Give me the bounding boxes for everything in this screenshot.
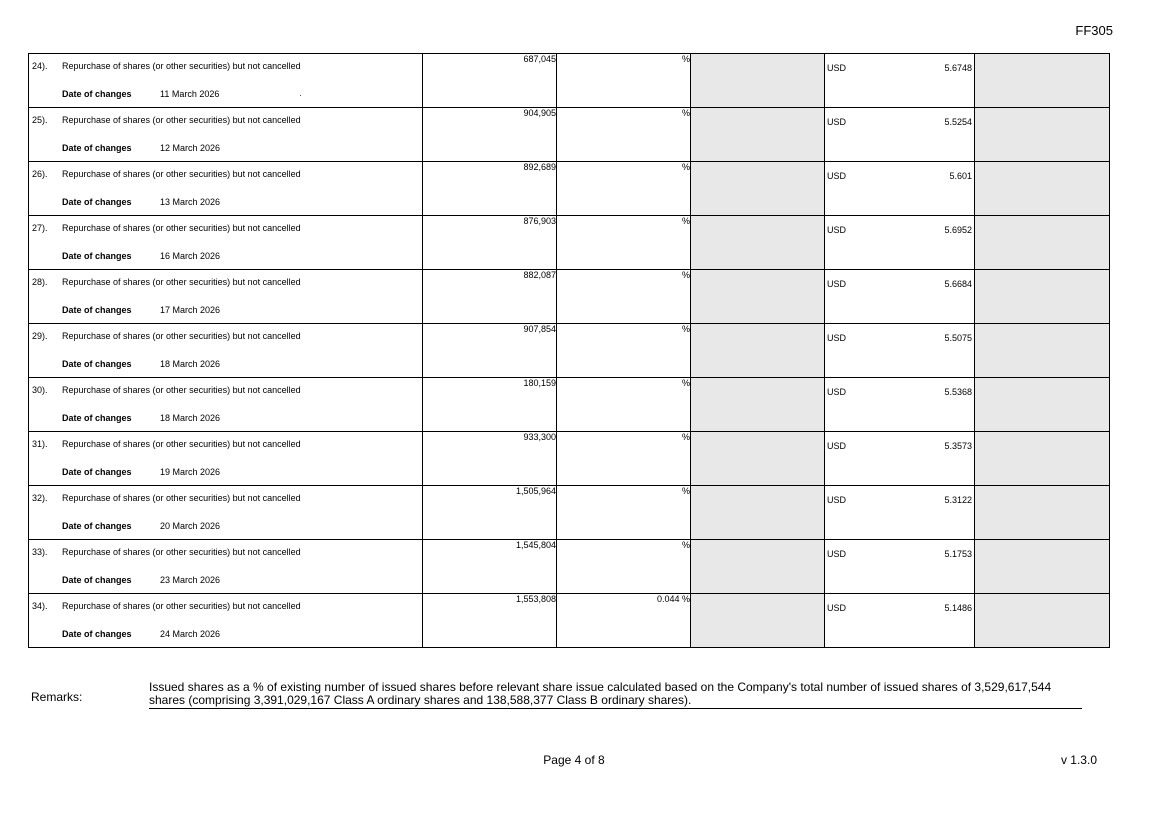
currency: USD [827,441,847,451]
blank-shaded-cell [975,108,1110,162]
shares-cell: 882,087 [423,270,557,324]
row-number: 31). [32,439,48,449]
date-label: Date of changes [62,197,132,207]
share-changes-table [28,53,1110,648]
price-cell [825,324,975,378]
table-row [29,54,1110,108]
blank-shaded-cell [975,378,1110,432]
change-description: Repurchase of shares (or other securities) but not cancelled [62,115,301,125]
price-cell [825,486,975,540]
percent-cell: % [557,378,691,432]
blank-shaded-cell [691,378,825,432]
row-number: 33). [32,547,48,557]
blank-shaded-cell [691,432,825,486]
blank-shaded-cell [975,594,1110,648]
change-description: Repurchase of shares (or other securities) but not cancelled [62,331,301,341]
date-label: Date of changes [62,89,132,99]
shares-cell: 1,545,804 [423,540,557,594]
price-cell [825,432,975,486]
row-number: 29). [32,331,48,341]
date-label: Date of changes [62,521,132,531]
shares-cell: 1,553,808 [423,594,557,648]
date-value: 17 March 2026 [160,305,221,315]
percent-cell: % [557,432,691,486]
date-value: 18 March 2026 [160,359,221,369]
description-cell [29,486,423,540]
shares-cell: 180,159 [423,378,557,432]
percent-cell: % [557,54,691,108]
blank-shaded-cell [691,108,825,162]
change-description: Repurchase of shares (or other securities) but not cancelled [62,493,301,503]
currency: USD [827,279,847,289]
change-description: Repurchase of shares (or other securities) but not cancelled [62,601,301,611]
table-row [29,324,1110,378]
table-row [29,378,1110,432]
blank-shaded-cell [975,216,1110,270]
change-description: Repurchase of shares (or other securities) but not cancelled [62,61,301,71]
shares-cell: 687,045 [423,54,557,108]
percent-cell: % [557,486,691,540]
table-row [29,540,1110,594]
table-row [29,486,1110,540]
table-row [29,162,1110,216]
price-cell [825,54,975,108]
price-cell [825,594,975,648]
table-row [29,270,1110,324]
date-value: 23 March 2026 [160,575,221,585]
description-cell [29,432,423,486]
shares-cell: 907,854 [423,324,557,378]
description-cell [29,270,423,324]
row-number: 34). [32,601,48,611]
percent-cell: % [557,216,691,270]
date-label: Date of changes [62,575,132,585]
price-cell [825,108,975,162]
row-number: 32). [32,493,48,503]
table-row [29,108,1110,162]
date-label: Date of changes [62,359,132,369]
row-number: 24). [32,61,48,71]
description-cell [29,540,423,594]
change-description: Repurchase of shares (or other securities) but not cancelled [62,439,301,449]
price-value: 5.3573 [944,441,972,451]
description-cell [29,162,423,216]
table-row [29,216,1110,270]
description-cell [29,108,423,162]
currency: USD [827,117,847,127]
date-value: 19 March 2026 [160,467,221,477]
blank-shaded-cell [975,540,1110,594]
remarks-label: Remarks: [31,690,83,704]
description-cell [29,54,423,108]
currency: USD [827,603,847,613]
blank-shaded-cell [691,270,825,324]
stray-dot [300,95,301,96]
price-value: 5.5368 [944,387,972,397]
page-number: Page 4 of 8 [543,753,605,767]
currency: USD [827,387,847,397]
shares-cell: 904,905 [423,108,557,162]
currency: USD [827,171,847,181]
percent-cell: % [557,270,691,324]
blank-shaded-cell [975,432,1110,486]
description-cell [29,324,423,378]
change-description: Repurchase of shares (or other securities) but not cancelled [62,547,301,557]
percent-cell: % [557,324,691,378]
date-value: 24 March 2026 [160,629,221,639]
currency: USD [827,333,847,343]
shares-cell: 1,505,964 [423,486,557,540]
price-value: 5.1486 [944,603,972,613]
currency: USD [827,63,847,73]
price-value: 5.5254 [944,117,972,127]
shares-cell: 933,300 [423,432,557,486]
blank-shaded-cell [975,486,1110,540]
blank-shaded-cell [691,54,825,108]
price-value: 5.601 [949,171,972,181]
date-label: Date of changes [62,467,132,477]
blank-shaded-cell [691,216,825,270]
date-label: Date of changes [62,629,132,639]
price-cell [825,270,975,324]
date-value: 12 March 2026 [160,143,221,153]
blank-shaded-cell [975,270,1110,324]
date-label: Date of changes [62,305,132,315]
remarks-text: Issued shares as a % of existing number of issued shares before relevant share issue calculated based on the Company's total number of issued shares of 3,529,617,544 shares (comprising 3,391,029,167 Class A ordinary shares and 138,588,377 Class B ordinary shares). [149,681,1082,709]
version-label: v 1.3.0 [1060,753,1097,767]
date-value: 13 March 2026 [160,197,221,207]
date-value: 11 March 2026 [160,89,220,99]
percent-cell: % [557,162,691,216]
shares-cell: 876,903 [423,216,557,270]
description-cell [29,378,423,432]
price-value: 5.6684 [944,279,972,289]
price-cell [825,162,975,216]
price-value: 5.1753 [944,549,972,559]
date-value: 16 March 2026 [160,251,221,261]
price-value: 5.6952 [944,225,972,235]
price-cell [825,540,975,594]
blank-shaded-cell [975,324,1110,378]
date-label: Date of changes [62,251,132,261]
price-value: 5.6748 [944,63,972,73]
date-value: 18 March 2026 [160,413,221,423]
percent-cell: % [557,540,691,594]
table-row [29,432,1110,486]
form-code: FF305 [1075,23,1113,38]
description-cell [29,594,423,648]
change-description: Repurchase of shares (or other securities) but not cancelled [62,223,301,233]
blank-shaded-cell [691,162,825,216]
price-value: 5.5075 [944,333,972,343]
change-description: Repurchase of shares (or other securities) but not cancelled [62,277,301,287]
date-value: 20 March 2026 [160,521,221,531]
shares-cell: 892,689 [423,162,557,216]
blank-shaded-cell [975,162,1110,216]
blank-shaded-cell [691,594,825,648]
blank-shaded-cell [691,486,825,540]
row-number: 26). [32,169,48,179]
change-description: Repurchase of shares (or other securities) but not cancelled [62,385,301,395]
blank-shaded-cell [691,540,825,594]
row-number: 27). [32,223,48,233]
row-number: 25). [32,115,48,125]
price-cell [825,216,975,270]
price-cell [825,378,975,432]
currency: USD [827,495,847,505]
table-row [29,594,1110,648]
date-label: Date of changes [62,413,132,423]
price-value: 5.3122 [944,495,972,505]
row-number: 28). [32,277,48,287]
currency: USD [827,225,847,235]
percent-cell: 0.044 % [557,594,691,648]
date-label: Date of changes [62,143,132,153]
row-number: 30). [32,385,48,395]
currency: USD [827,549,847,559]
change-description: Repurchase of shares (or other securities) but not cancelled [62,169,301,179]
description-cell [29,216,423,270]
blank-shaded-cell [975,54,1110,108]
blank-shaded-cell [691,324,825,378]
percent-cell: % [557,108,691,162]
